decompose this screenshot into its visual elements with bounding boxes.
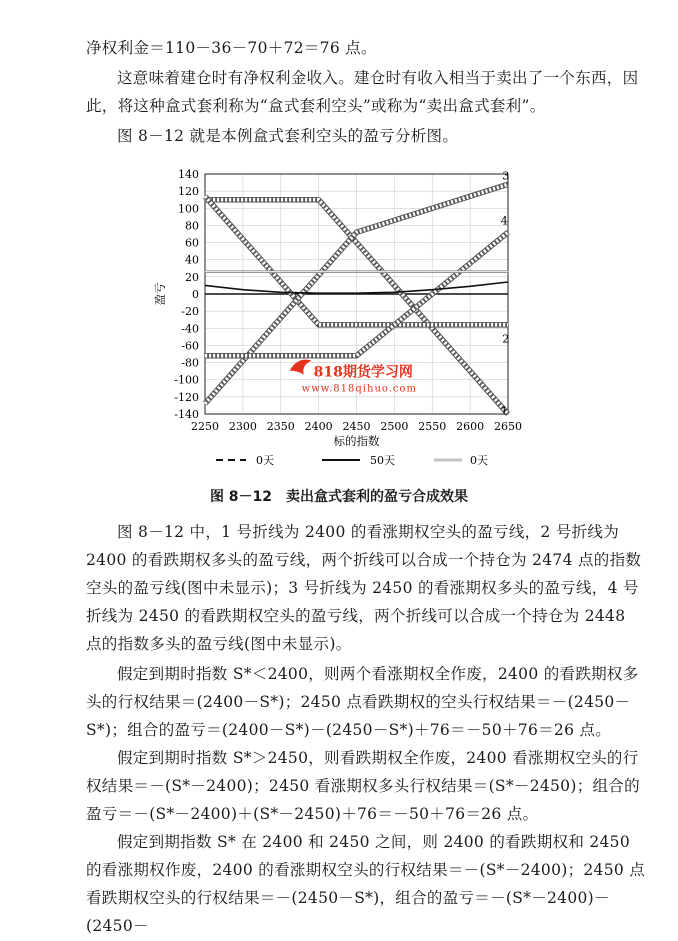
y-tick-label: -120 [174, 390, 199, 404]
x-axis-title: 标的指数 [333, 434, 380, 448]
y-tick-label: -80 [181, 356, 199, 370]
x-tick-label: 2450 [342, 420, 371, 433]
paragraph-net-income: 这意味着建仓时有净权利金收入。建仓时有收入相当于卖出了一个东西，因此，将这种盒式套利称为“盒式套利空头”或称为“卖出盒式套利”。 [86, 69, 639, 115]
paragraph-lines-explanation: 图 8－12 中，1 号折线为 2400 的看涨期权空头的盈亏线，2 号折线为 2400 的看跌期权多头的盈亏线，两个折线可以合成一个持仓为 2474 点的指数空头的盈亏线(图中未显示)；3 号折线为 2450 的看涨期权多头的盈亏线，4 号折线为 2450 的看跌期权空头的盈亏线，两个折线可以合成一个持仓为 2448 点的指数多头的盈亏线(图中未显示)。 [86, 523, 642, 653]
y-tick-label: 140 [178, 168, 199, 181]
figure-caption: 图 8－12 卖出盒式套利的盈亏合成效果 [209, 489, 469, 505]
watermark-url: www.818qihuo.com [301, 383, 418, 395]
y-tick-label: -20 [181, 305, 199, 319]
profit-loss-chart [150, 162, 540, 492]
y-tick-label: -40 [181, 322, 199, 336]
series-label-3: 3 [502, 169, 510, 183]
watermark-logo-icon [290, 360, 312, 375]
figure-8-12 [150, 162, 540, 492]
y-tick-label: 120 [178, 185, 199, 199]
y-tick-label: 60 [185, 236, 199, 250]
series-label-1: 1 [500, 404, 508, 418]
series-label-2: 2 [502, 332, 510, 346]
x-tick-label: 2300 [228, 420, 257, 433]
x-tick-label: 2250 [191, 420, 219, 433]
y-tick-label: -140 [174, 408, 199, 421]
watermark-text: 818期货学习网 [313, 364, 413, 381]
paragraph-case-above-2450: 假定到期时指数 S*＞2450，则看跌期权全作废，2400 看涨期权空头的行权结果＝－(S*－2400)；2450 看涨期权多头行权结果＝(S*－2450)；组合的盈亏＝－(S*－2400)＋(S*－2450)＋76＝－50＋76＝26 点。 [86, 749, 640, 823]
legend-label: 0天 [470, 454, 488, 467]
series-label-4: 4 [500, 214, 508, 228]
x-tick-label: 2650 [494, 420, 522, 433]
y-tick-label: 0 [192, 288, 199, 301]
x-tick-label: 2600 [456, 420, 485, 433]
x-tick-label: 2350 [266, 420, 295, 433]
y-axis-title: 盈亏 [153, 282, 167, 306]
paragraph-case-between: 假定到期指数 S* 在 2400 和 2450 之间，则 2400 的看跌期权和 2450 的看涨期权作废，2400 的看涨期权空头的行权结果＝－(S*－2400)；2450 点看跌期权空头的行权结果＝－(2450－S*)，组合的盈亏＝－(S*－2400)－(2450－ [86, 833, 646, 935]
y-tick-label: -100 [174, 373, 199, 387]
paragraph-net-premium: 净权利金＝110－36－70＋72＝76 点。 [86, 39, 377, 57]
y-tick-label: 100 [178, 202, 199, 216]
x-tick-label: 2400 [304, 420, 333, 433]
y-tick-label: 80 [185, 219, 199, 233]
legend-label: 0天 [256, 454, 274, 467]
paragraph-figure-intro: 图 8－12 就是本例盒式套利空头的盈亏分析图。 [117, 127, 459, 145]
x-tick-label: 2550 [418, 420, 447, 433]
y-tick-label: 20 [185, 270, 199, 284]
y-tick-label: 40 [185, 253, 199, 267]
legend-label: 50天 [370, 454, 395, 467]
paragraph-case-below-2400: 假定到期时指数 S*＜2400，则两个看涨期权全作废，2400 的看跌期权多头的行权结果＝(2400－S*)；2450 点看跌期权的空头行权结果＝－(2450－S*)；组合的盈亏＝(2400－S*)－(2450－S*)＋76＝－50＋76＝26 点。 [86, 665, 639, 739]
x-tick-label: 2500 [380, 420, 409, 433]
y-tick-label: -60 [181, 339, 199, 353]
